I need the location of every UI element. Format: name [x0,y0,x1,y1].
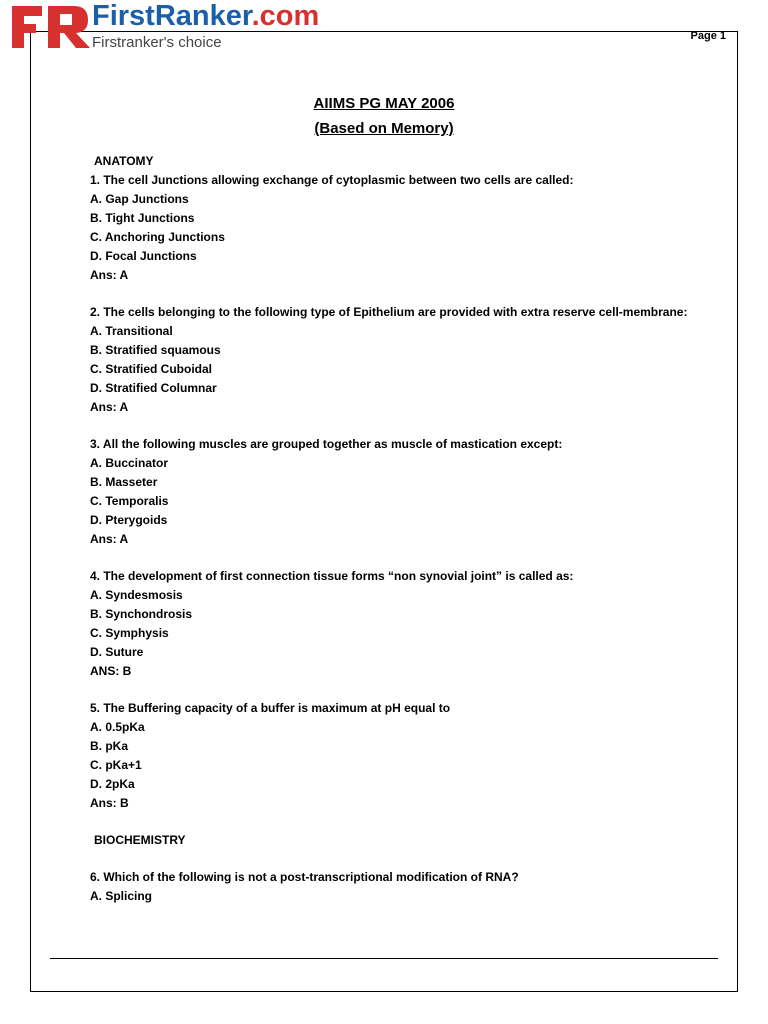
question-text: 1. The cell Junctions allowing exchange of cytoplasmic between two cells are called: [90,173,574,187]
answer-option: B. Tight Junctions [90,211,195,225]
spacer [90,549,690,567]
question-text: 3. All the following muscles are grouped together as muscle of mastication except: [90,437,563,451]
brand-tagline: Firstranker's choice [92,34,222,51]
answer-option: C. Symphysis [90,626,169,640]
answer-option: D. Pterygoids [90,513,168,527]
page-number: Page 1 [690,30,726,42]
spacer [90,417,690,435]
footer-divider [50,958,718,959]
firstranker-logo[interactable] [10,2,320,52]
answer-option: A. 0.5pKa [90,720,145,734]
section-heading: ANATOMY [94,154,154,168]
spacer [90,850,690,868]
document-subtitle: (Based on Memory) [314,120,454,137]
answer-key: Ans: A [90,268,129,282]
question-text: 5. The Buffering capacity of a buffer is maximum at pH equal to [90,701,451,715]
answer-key: ANS: B [90,664,132,678]
answer-option: D. Stratified Columnar [90,381,217,395]
question-text: 6. Which of the following is not a post-transcriptional modification of RNA? [90,870,519,884]
answer-key: Ans: A [90,400,129,414]
section-heading: BIOCHEMISTRY [94,833,186,847]
spacer [90,813,690,831]
answer-option: A. Syndesmosis [90,588,183,602]
answer-option: C. Anchoring Junctions [90,230,225,244]
document-title: AIIMS PG MAY 2006 [313,95,455,112]
question-list [90,152,690,906]
answer-option: C. Temporalis [90,494,169,508]
answer-key: Ans: A [90,532,129,546]
answer-option: A. Gap Junctions [90,192,189,206]
answer-option: A. Buccinator [90,456,169,470]
answer-option: D. 2pKa [90,777,135,791]
answer-option: B. Synchondrosis [90,607,193,621]
answer-key: Ans: B [90,796,129,810]
answer-option: C. Stratified Cuboidal [90,362,213,376]
question-text: 4. The development of first connection tissue forms “non synovial joint” is called as: [90,569,574,583]
answer-option: A. Splicing [90,889,153,903]
answer-option: D. Focal Junctions [90,249,197,263]
spacer [90,285,690,303]
answer-option: A. Transitional [90,324,173,338]
question-text: 2. The cells belonging to the following type of Epithelium are provided with extra reserve cell-membrane: [90,305,688,319]
answer-option: C. pKa+1 [90,758,142,772]
spacer [90,681,690,699]
answer-option: D. Suture [90,645,144,659]
fr-logo-icon [10,2,90,52]
brand-name: FirstRanker.com [92,0,320,32]
answer-option: B. pKa [90,739,129,753]
answer-option: B. Stratified squamous [90,343,221,357]
answer-option: B. Masseter [90,475,158,489]
